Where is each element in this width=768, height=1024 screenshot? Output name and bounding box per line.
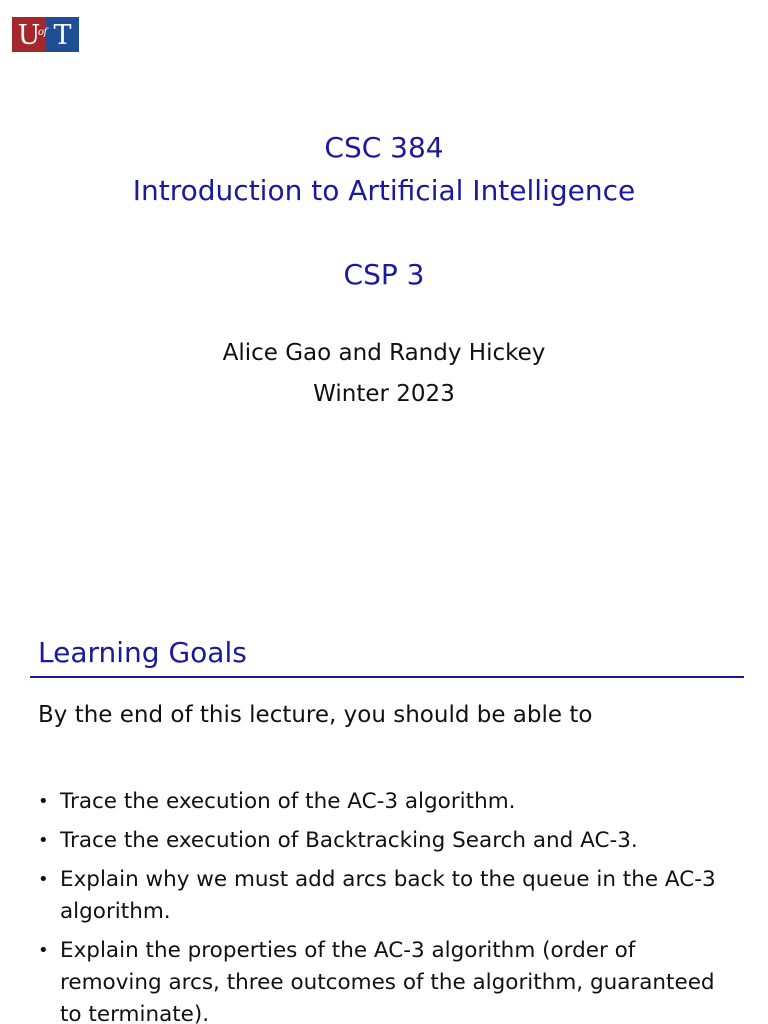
bullet: • bbox=[38, 830, 49, 851]
goal-text: Trace the execution of the AC-3 algorithm. bbox=[60, 789, 516, 814]
logo-t-letter: T bbox=[53, 20, 72, 51]
bullet: • bbox=[38, 869, 49, 890]
logo-of-text: of bbox=[38, 27, 47, 38]
logo-u-letter: U bbox=[17, 20, 41, 51]
heading-divider bbox=[30, 676, 744, 678]
goals-list bbox=[38, 786, 738, 1024]
term: Winter 2023 bbox=[313, 381, 455, 407]
course-code: CSC 384 bbox=[324, 131, 444, 164]
list-item bbox=[38, 864, 738, 928]
university-logo bbox=[12, 17, 79, 52]
goal-text: Explain why we must add arcs back to the queue in the AC-3 algorithm. bbox=[60, 867, 716, 924]
bullet: • bbox=[38, 791, 49, 812]
intro-text: By the end of this lecture, you should be able to bbox=[38, 702, 593, 728]
list-item bbox=[38, 825, 738, 857]
lecture-title: CSP 3 bbox=[343, 258, 425, 291]
course-name: Introduction to Artificial Intelligence bbox=[132, 174, 636, 207]
learning-goals-slide bbox=[0, 616, 768, 1024]
goal-text: Explain the properties of the AC-3 algorithm (order of removing arcs, three outcomes of the algorithm, guaranteed to terminate). bbox=[60, 938, 715, 1024]
logo-t-block bbox=[46, 17, 79, 52]
list-item bbox=[38, 935, 738, 1024]
bullet: • bbox=[38, 940, 49, 961]
goal-text: Trace the execution of Backtracking Search and AC-3. bbox=[60, 828, 638, 853]
authors: Alice Gao and Randy Hickey bbox=[222, 340, 546, 366]
slide-heading: Learning Goals bbox=[38, 636, 247, 669]
list-item bbox=[38, 786, 738, 818]
